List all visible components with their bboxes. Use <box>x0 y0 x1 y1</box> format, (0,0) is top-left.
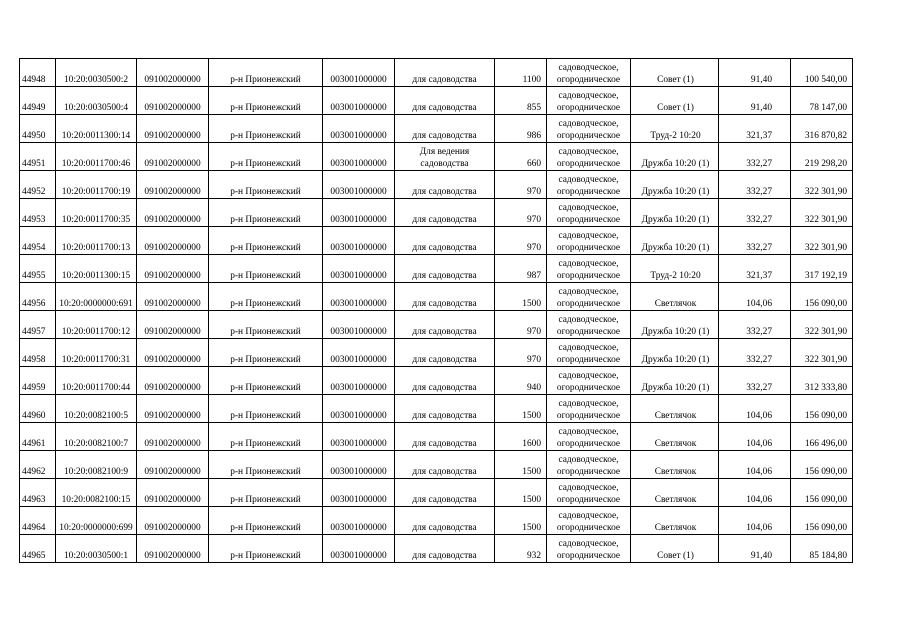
cadastral-value-cell: 156 090,00 <box>791 283 853 311</box>
land-use-type-cell: садоводческое, огородническое <box>547 255 631 283</box>
district-cell: р-н Прионежский <box>209 479 323 507</box>
unit-price-cell: 104,06 <box>719 423 791 451</box>
table-row <box>20 283 853 311</box>
land-use-type-cell: садоводческое, огородническое <box>547 59 631 87</box>
area-cell: 1500 <box>495 395 547 423</box>
district-cell: р-н Прионежский <box>209 451 323 479</box>
row-number-cell: 44958 <box>20 339 56 367</box>
land-use-type-cell: садоводческое, огородническое <box>547 171 631 199</box>
permitted-use-cell: для садоводства <box>395 507 495 535</box>
okato-code-cell: 091002000000 <box>137 479 209 507</box>
unit-price-cell: 91,40 <box>719 87 791 115</box>
area-cell: 1500 <box>495 479 547 507</box>
okato-code-cell: 091002000000 <box>137 171 209 199</box>
area-cell: 855 <box>495 87 547 115</box>
valuation-zone-cell: Совет (1) <box>631 535 719 563</box>
permitted-use-cell: для садоводства <box>395 115 495 143</box>
district-cell: р-н Прионежский <box>209 87 323 115</box>
land-use-type-cell: садоводческое, огородническое <box>547 451 631 479</box>
district-cell: р-н Прионежский <box>209 423 323 451</box>
area-cell: 932 <box>495 535 547 563</box>
land-registry-table <box>19 58 853 563</box>
oktmo-code-cell: 003001000000 <box>323 507 395 535</box>
cadastral-value-cell: 100 540,00 <box>791 59 853 87</box>
okato-code-cell: 091002000000 <box>137 143 209 171</box>
table-row <box>20 311 853 339</box>
unit-price-cell: 332,27 <box>719 367 791 395</box>
row-number-cell: 44955 <box>20 255 56 283</box>
unit-price-cell: 332,27 <box>719 311 791 339</box>
district-cell: р-н Прионежский <box>209 507 323 535</box>
oktmo-code-cell: 003001000000 <box>323 451 395 479</box>
unit-price-cell: 332,27 <box>719 143 791 171</box>
cadastral-number-cell: 10:20:0011700:31 <box>56 339 137 367</box>
row-number-cell: 44954 <box>20 227 56 255</box>
unit-price-cell: 104,06 <box>719 395 791 423</box>
cadastral-number-cell: 10:20:0011300:15 <box>56 255 137 283</box>
cadastral-number-cell: 10:20:0011300:14 <box>56 115 137 143</box>
valuation-zone-cell: Дружба 10:20 (1) <box>631 367 719 395</box>
okato-code-cell: 091002000000 <box>137 535 209 563</box>
okato-code-cell: 091002000000 <box>137 87 209 115</box>
cadastral-number-cell: 10:20:0000000:691 <box>56 283 137 311</box>
cadastral-value-cell: 316 870,82 <box>791 115 853 143</box>
table-row <box>20 227 853 255</box>
valuation-zone-cell: Дружба 10:20 (1) <box>631 143 719 171</box>
cadastral-number-cell: 10:20:0000000:699 <box>56 507 137 535</box>
district-cell: р-н Прионежский <box>209 535 323 563</box>
row-number-cell: 44956 <box>20 283 56 311</box>
row-number-cell: 44949 <box>20 87 56 115</box>
table-row <box>20 451 853 479</box>
valuation-zone-cell: Светлячок <box>631 507 719 535</box>
district-cell: р-н Прионежский <box>209 283 323 311</box>
area-cell: 970 <box>495 171 547 199</box>
cadastral-number-cell: 10:20:0030500:2 <box>56 59 137 87</box>
land-use-type-cell: садоводческое, огородническое <box>547 283 631 311</box>
permitted-use-cell: для садоводства <box>395 59 495 87</box>
permitted-use-cell: для садоводства <box>395 367 495 395</box>
valuation-zone-cell: Труд-2 10:20 <box>631 115 719 143</box>
area-cell: 1500 <box>495 507 547 535</box>
area-cell: 1100 <box>495 59 547 87</box>
area-cell: 1500 <box>495 283 547 311</box>
permitted-use-cell: Для ведения садоводства <box>395 143 495 171</box>
oktmo-code-cell: 003001000000 <box>323 283 395 311</box>
permitted-use-cell: для садоводства <box>395 311 495 339</box>
permitted-use-cell: для садоводства <box>395 171 495 199</box>
row-number-cell: 44950 <box>20 115 56 143</box>
table-row <box>20 143 853 171</box>
cadastral-number-cell: 10:20:0011700:44 <box>56 367 137 395</box>
unit-price-cell: 332,27 <box>719 227 791 255</box>
oktmo-code-cell: 003001000000 <box>323 311 395 339</box>
valuation-zone-cell: Светлячок <box>631 395 719 423</box>
unit-price-cell: 104,06 <box>719 451 791 479</box>
valuation-zone-cell: Светлячок <box>631 423 719 451</box>
okato-code-cell: 091002000000 <box>137 255 209 283</box>
okato-code-cell: 091002000000 <box>137 451 209 479</box>
oktmo-code-cell: 003001000000 <box>323 199 395 227</box>
table-row <box>20 199 853 227</box>
permitted-use-cell: для садоводства <box>395 479 495 507</box>
table-row <box>20 395 853 423</box>
row-number-cell: 44959 <box>20 367 56 395</box>
row-number-cell: 44964 <box>20 507 56 535</box>
valuation-zone-cell: Светлячок <box>631 479 719 507</box>
okato-code-cell: 091002000000 <box>137 311 209 339</box>
oktmo-code-cell: 003001000000 <box>323 339 395 367</box>
cadastral-value-cell: 219 298,20 <box>791 143 853 171</box>
okato-code-cell: 091002000000 <box>137 227 209 255</box>
cadastral-number-cell: 10:20:0011700:12 <box>56 311 137 339</box>
table-row <box>20 255 853 283</box>
district-cell: р-н Прионежский <box>209 311 323 339</box>
valuation-zone-cell: Дружба 10:20 (1) <box>631 227 719 255</box>
permitted-use-cell: для садоводства <box>395 87 495 115</box>
unit-price-cell: 332,27 <box>719 339 791 367</box>
unit-price-cell: 332,27 <box>719 199 791 227</box>
okato-code-cell: 091002000000 <box>137 283 209 311</box>
okato-code-cell: 091002000000 <box>137 339 209 367</box>
cadastral-value-cell: 312 333,80 <box>791 367 853 395</box>
table-row <box>20 479 853 507</box>
cadastral-value-cell: 78 147,00 <box>791 87 853 115</box>
oktmo-code-cell: 003001000000 <box>323 87 395 115</box>
permitted-use-cell: для садоводства <box>395 339 495 367</box>
valuation-zone-cell: Совет (1) <box>631 59 719 87</box>
table-row <box>20 367 853 395</box>
area-cell: 940 <box>495 367 547 395</box>
land-use-type-cell: садоводческое, огородническое <box>547 535 631 563</box>
land-use-type-cell: садоводческое, огородническое <box>547 507 631 535</box>
cadastral-value-cell: 322 301,90 <box>791 171 853 199</box>
area-cell: 970 <box>495 311 547 339</box>
unit-price-cell: 104,06 <box>719 479 791 507</box>
oktmo-code-cell: 003001000000 <box>323 479 395 507</box>
table-row <box>20 171 853 199</box>
valuation-zone-cell: Дружба 10:20 (1) <box>631 199 719 227</box>
area-cell: 986 <box>495 115 547 143</box>
cadastral-value-cell: 156 090,00 <box>791 507 853 535</box>
unit-price-cell: 91,40 <box>719 535 791 563</box>
oktmo-code-cell: 003001000000 <box>323 59 395 87</box>
cadastral-number-cell: 10:20:0030500:4 <box>56 87 137 115</box>
table-row <box>20 59 853 87</box>
unit-price-cell: 91,40 <box>719 59 791 87</box>
table-body <box>20 59 853 563</box>
land-use-type-cell: садоводческое, огородническое <box>547 87 631 115</box>
land-use-type-cell: садоводческое, огородническое <box>547 367 631 395</box>
permitted-use-cell: для садоводства <box>395 283 495 311</box>
area-cell: 987 <box>495 255 547 283</box>
oktmo-code-cell: 003001000000 <box>323 171 395 199</box>
land-use-type-cell: садоводческое, огородническое <box>547 227 631 255</box>
unit-price-cell: 104,06 <box>719 283 791 311</box>
table-row <box>20 115 853 143</box>
unit-price-cell: 104,06 <box>719 507 791 535</box>
table-row <box>20 535 853 563</box>
row-number-cell: 44953 <box>20 199 56 227</box>
area-cell: 660 <box>495 143 547 171</box>
permitted-use-cell: для садоводства <box>395 395 495 423</box>
row-number-cell: 44952 <box>20 171 56 199</box>
table-row <box>20 87 853 115</box>
table-row <box>20 507 853 535</box>
land-use-type-cell: садоводческое, огородническое <box>547 339 631 367</box>
land-use-type-cell: садоводческое, огородническое <box>547 395 631 423</box>
valuation-zone-cell: Труд-2 10:20 <box>631 255 719 283</box>
oktmo-code-cell: 003001000000 <box>323 367 395 395</box>
cadastral-value-cell: 322 301,90 <box>791 311 853 339</box>
row-number-cell: 44962 <box>20 451 56 479</box>
cadastral-number-cell: 10:20:0082100:9 <box>56 451 137 479</box>
okato-code-cell: 091002000000 <box>137 115 209 143</box>
land-use-type-cell: садоводческое, огородническое <box>547 479 631 507</box>
cadastral-number-cell: 10:20:0030500:1 <box>56 535 137 563</box>
area-cell: 1600 <box>495 423 547 451</box>
valuation-zone-cell: Дружба 10:20 (1) <box>631 339 719 367</box>
row-number-cell: 44961 <box>20 423 56 451</box>
okato-code-cell: 091002000000 <box>137 59 209 87</box>
permitted-use-cell: для садоводства <box>395 451 495 479</box>
permitted-use-cell: для садоводства <box>395 199 495 227</box>
cadastral-value-cell: 322 301,90 <box>791 339 853 367</box>
valuation-zone-cell: Светлячок <box>631 283 719 311</box>
oktmo-code-cell: 003001000000 <box>323 115 395 143</box>
district-cell: р-н Прионежский <box>209 339 323 367</box>
cadastral-number-cell: 10:20:0011700:19 <box>56 171 137 199</box>
row-number-cell: 44951 <box>20 143 56 171</box>
permitted-use-cell: для садоводства <box>395 423 495 451</box>
valuation-zone-cell: Дружба 10:20 (1) <box>631 311 719 339</box>
table-row <box>20 339 853 367</box>
cadastral-number-cell: 10:20:0082100:15 <box>56 479 137 507</box>
cadastral-number-cell: 10:20:0011700:13 <box>56 227 137 255</box>
land-use-type-cell: садоводческое, огородническое <box>547 143 631 171</box>
district-cell: р-н Прионежский <box>209 227 323 255</box>
okato-code-cell: 091002000000 <box>137 395 209 423</box>
row-number-cell: 44963 <box>20 479 56 507</box>
land-use-type-cell: садоводческое, огородническое <box>547 199 631 227</box>
district-cell: р-н Прионежский <box>209 143 323 171</box>
cadastral-value-cell: 156 090,00 <box>791 451 853 479</box>
district-cell: р-н Прионежский <box>209 199 323 227</box>
cadastral-number-cell: 10:20:0082100:7 <box>56 423 137 451</box>
valuation-zone-cell: Светлячок <box>631 451 719 479</box>
row-number-cell: 44948 <box>20 59 56 87</box>
oktmo-code-cell: 003001000000 <box>323 423 395 451</box>
okato-code-cell: 091002000000 <box>137 199 209 227</box>
permitted-use-cell: для садоводства <box>395 255 495 283</box>
cadastral-value-cell: 156 090,00 <box>791 479 853 507</box>
cadastral-value-cell: 317 192,19 <box>791 255 853 283</box>
oktmo-code-cell: 003001000000 <box>323 395 395 423</box>
district-cell: р-н Прионежский <box>209 395 323 423</box>
cadastral-value-cell: 85 184,80 <box>791 535 853 563</box>
cadastral-number-cell: 10:20:0011700:46 <box>56 143 137 171</box>
oktmo-code-cell: 003001000000 <box>323 143 395 171</box>
okato-code-cell: 091002000000 <box>137 367 209 395</box>
cadastral-value-cell: 166 496,00 <box>791 423 853 451</box>
cadastral-value-cell: 156 090,00 <box>791 395 853 423</box>
oktmo-code-cell: 003001000000 <box>323 255 395 283</box>
oktmo-code-cell: 003001000000 <box>323 535 395 563</box>
district-cell: р-н Прионежский <box>209 171 323 199</box>
land-use-type-cell: садоводческое, огородническое <box>547 115 631 143</box>
cadastral-number-cell: 10:20:0011700:35 <box>56 199 137 227</box>
row-number-cell: 44957 <box>20 311 56 339</box>
cadastral-value-cell: 322 301,90 <box>791 199 853 227</box>
unit-price-cell: 321,37 <box>719 255 791 283</box>
valuation-zone-cell: Дружба 10:20 (1) <box>631 171 719 199</box>
area-cell: 970 <box>495 199 547 227</box>
land-use-type-cell: садоводческое, огородническое <box>547 311 631 339</box>
table-row <box>20 423 853 451</box>
okato-code-cell: 091002000000 <box>137 423 209 451</box>
permitted-use-cell: для садоводства <box>395 535 495 563</box>
district-cell: р-н Прионежский <box>209 59 323 87</box>
unit-price-cell: 332,27 <box>719 171 791 199</box>
row-number-cell: 44960 <box>20 395 56 423</box>
oktmo-code-cell: 003001000000 <box>323 227 395 255</box>
district-cell: р-н Прионежский <box>209 115 323 143</box>
district-cell: р-н Прионежский <box>209 367 323 395</box>
area-cell: 970 <box>495 339 547 367</box>
area-cell: 970 <box>495 227 547 255</box>
okato-code-cell: 091002000000 <box>137 507 209 535</box>
valuation-zone-cell: Совет (1) <box>631 87 719 115</box>
district-cell: р-н Прионежский <box>209 255 323 283</box>
unit-price-cell: 321,37 <box>719 115 791 143</box>
area-cell: 1500 <box>495 451 547 479</box>
permitted-use-cell: для садоводства <box>395 227 495 255</box>
cadastral-number-cell: 10:20:0082100:5 <box>56 395 137 423</box>
land-use-type-cell: садоводческое, огородническое <box>547 423 631 451</box>
row-number-cell: 44965 <box>20 535 56 563</box>
cadastral-value-cell: 322 301,90 <box>791 227 853 255</box>
